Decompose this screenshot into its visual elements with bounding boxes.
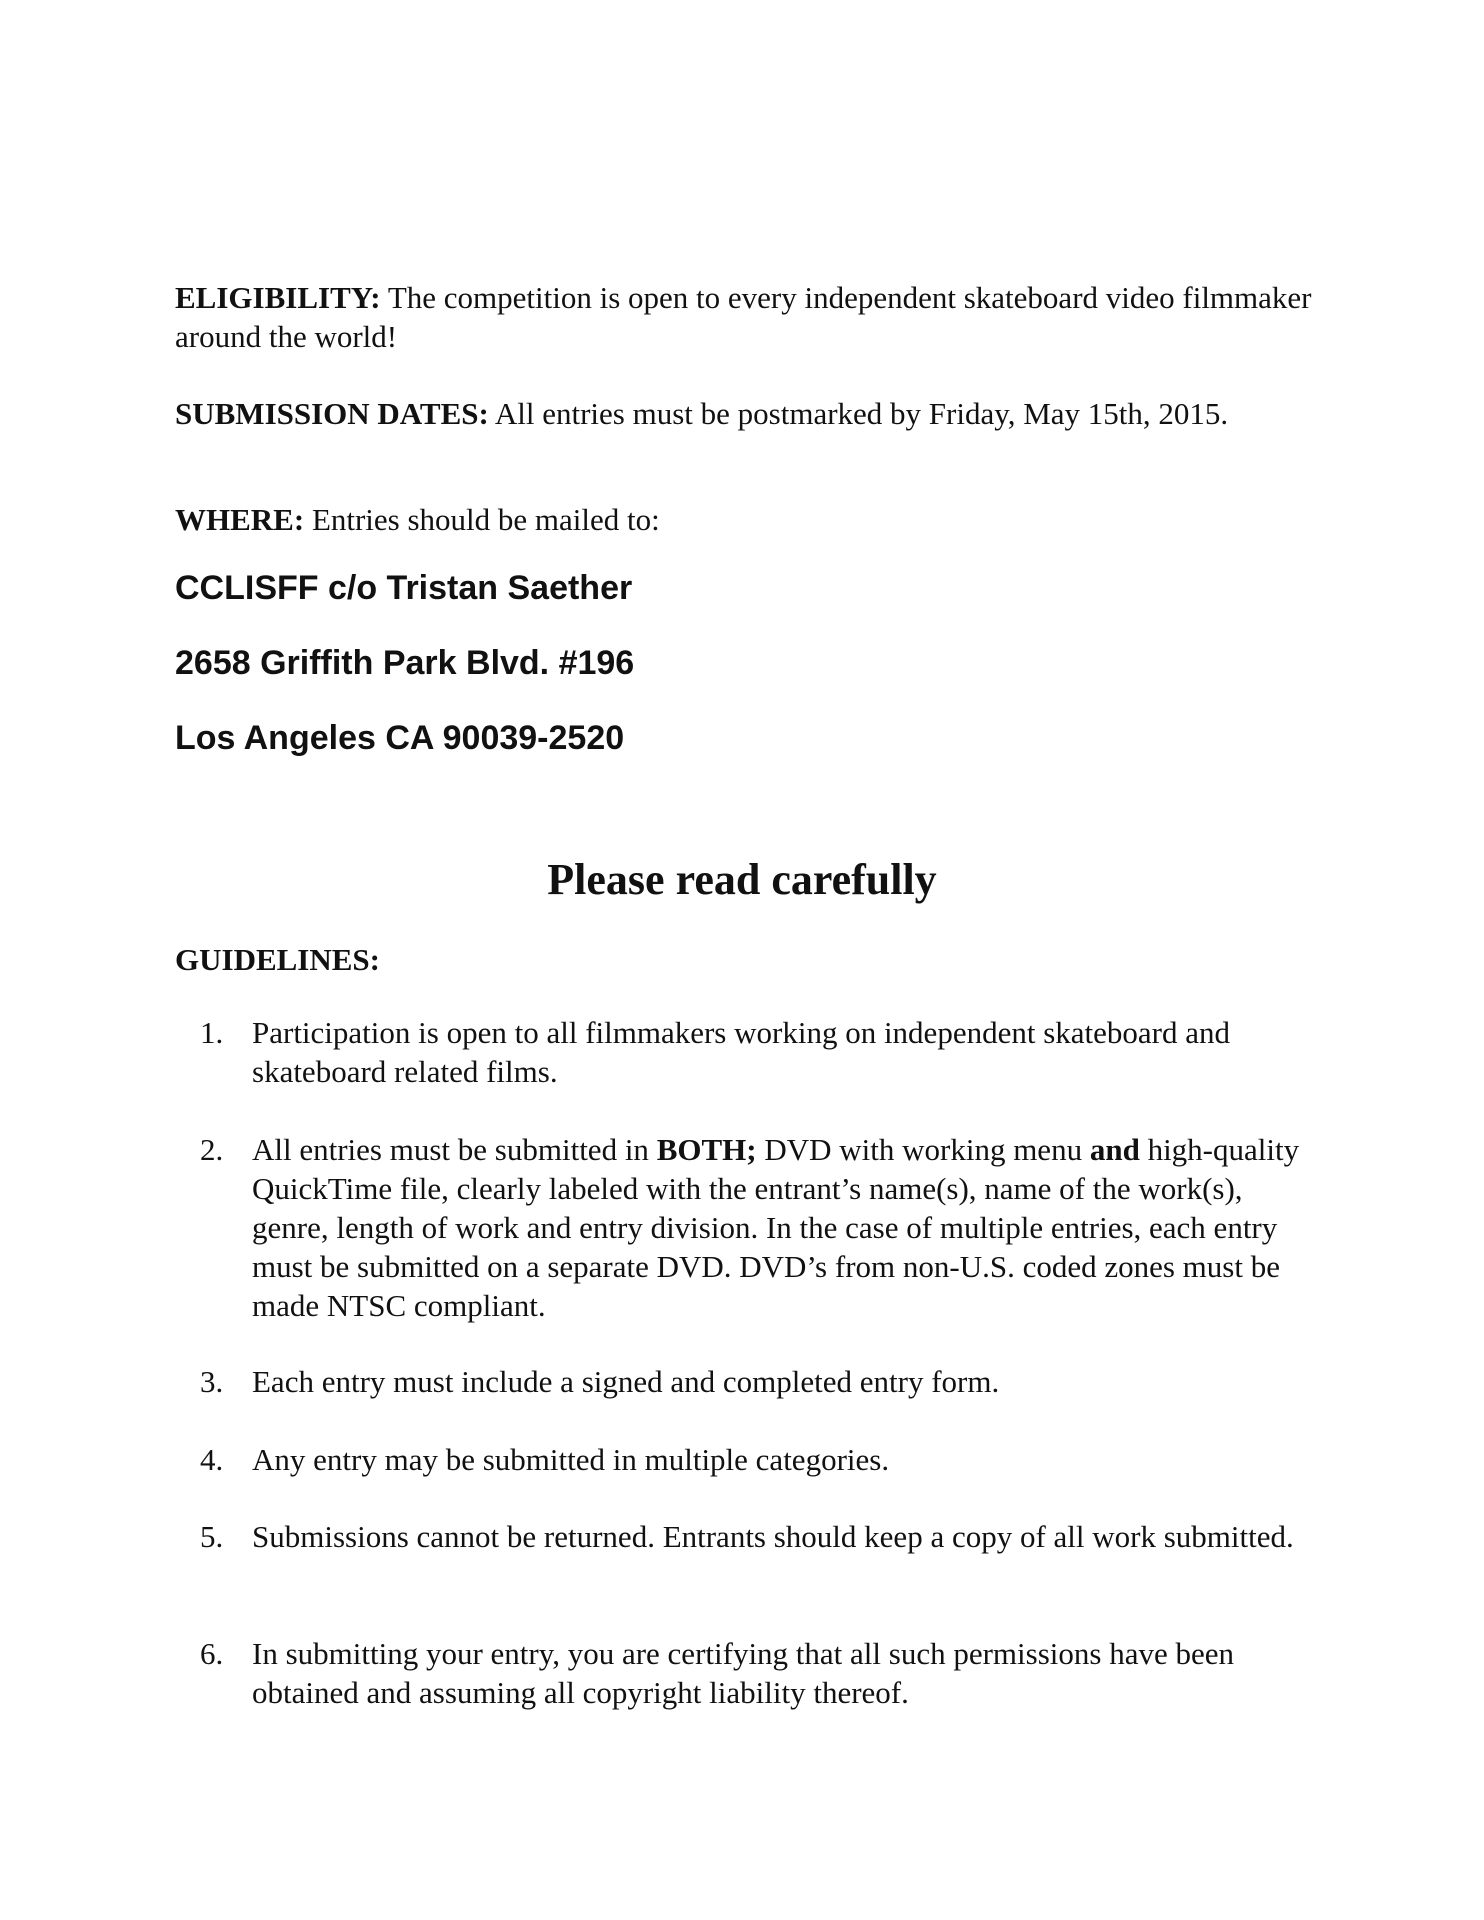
guideline-number: 6. xyxy=(200,1636,224,1671)
guideline-text: Participation is open to all filmmakers working on independent skateboard and skateboard related films. xyxy=(252,1015,1230,1089)
guideline-text: In submitting your entry, you are certifying that all such permissions have been obtained and assuming all copyright liability thereof. xyxy=(252,1636,1234,1710)
submission-dates-text: All entries must be postmarked by Friday, May 15th, 2015. xyxy=(488,396,1229,431)
address-line-1: CCLISFF c/o Tristan Saether xyxy=(175,569,633,607)
eligibility-label: ELIGIBILITY: xyxy=(175,280,381,315)
guideline-number: 5. xyxy=(200,1519,224,1554)
guideline-bold-both: BOTH; xyxy=(656,1132,757,1167)
guideline-text-part: All entries must be submitted in xyxy=(252,1132,657,1167)
guidelines-label: GUIDELINES: xyxy=(175,942,380,977)
guideline-text: Submissions cannot be returned. Entrants should keep a copy of all work submitted. xyxy=(252,1519,1294,1554)
address-line-2: 2658 Griffith Park Blvd. #196 xyxy=(175,644,635,682)
eligibility-text: The competition is open to every independent skateboard video filmmaker around the world! xyxy=(175,280,1312,354)
guideline-number: 3. xyxy=(200,1364,224,1399)
where-label: WHERE: xyxy=(175,502,305,537)
submission-dates-label: SUBMISSION DATES: xyxy=(175,396,489,431)
address-line-3: Los Angeles CA 90039-2520 xyxy=(175,719,625,757)
page-heading: Please read carefully xyxy=(547,855,937,904)
where-paragraph xyxy=(175,500,1315,539)
guideline-text: Each entry must include a signed and completed entry form. xyxy=(252,1364,1000,1399)
guideline-number: 2. xyxy=(200,1132,224,1167)
guideline-number: 4. xyxy=(200,1442,224,1477)
guideline-bold-and: and xyxy=(1089,1132,1140,1167)
guideline-text-part: high-quality QuickTime file, clearly labeled with the entrant’s name(s), name of the work(s), genre, length of work and entry division. In the case of multiple entries, each entry must be submitted on a separate DVD. DVD’s from non-U.S. coded zones must be made NTSC compliant. xyxy=(252,1132,1300,1323)
eligibility-paragraph xyxy=(175,278,1315,356)
guideline-text-part: DVD with working menu xyxy=(756,1132,1090,1167)
where-text: Entries should be mailed to: xyxy=(304,502,660,537)
guideline-text: Any entry may be submitted in multiple categories. xyxy=(252,1442,890,1477)
submission-dates-paragraph xyxy=(175,394,1315,433)
guideline-number: 1. xyxy=(200,1015,224,1050)
guideline-text xyxy=(252,1130,1322,1325)
